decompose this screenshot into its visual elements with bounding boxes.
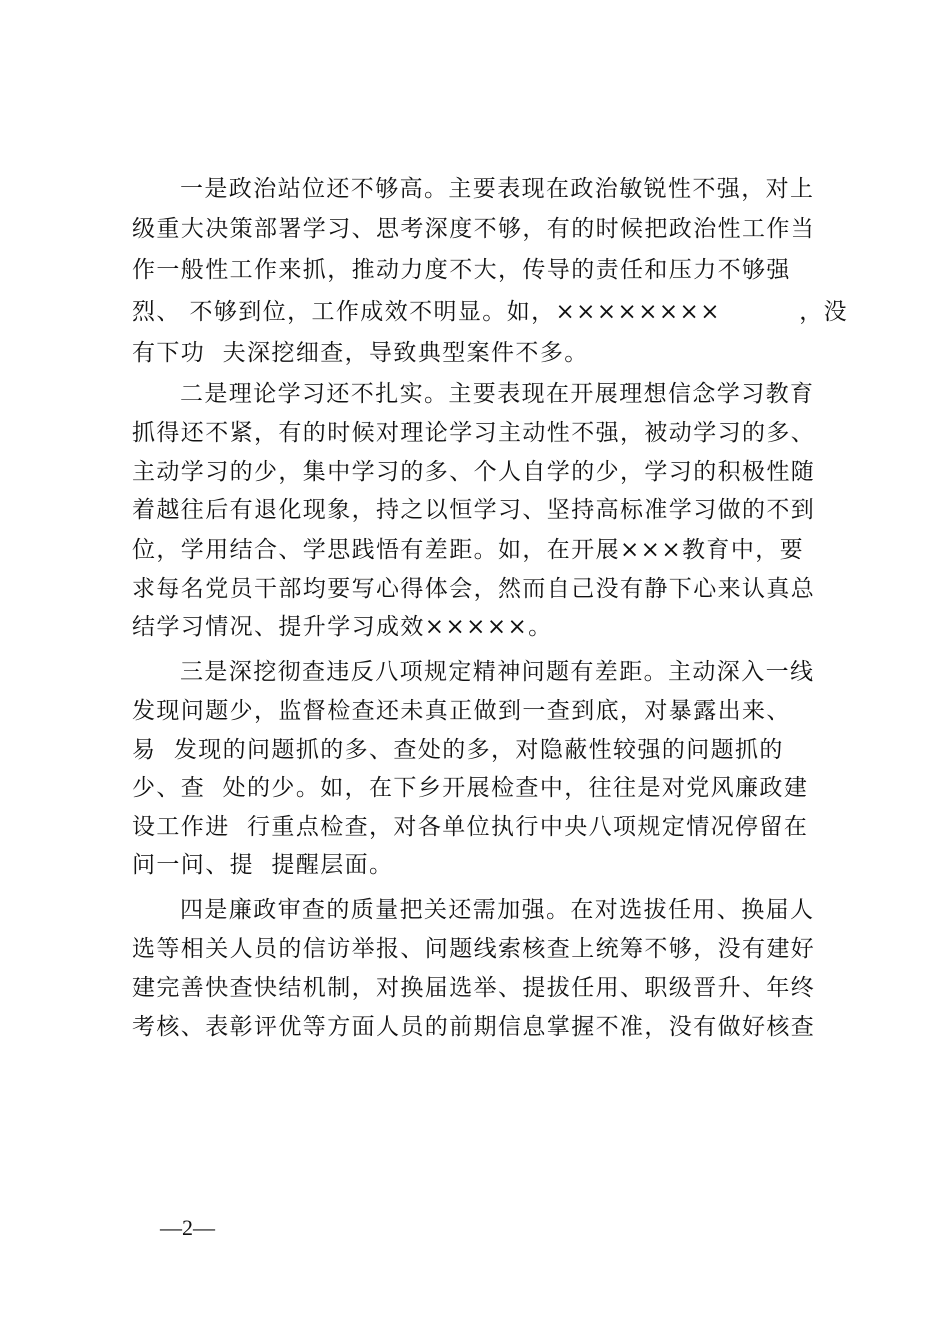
page-number: —2— bbox=[160, 1215, 215, 1240]
text-line: 少、查 处的少。如，在下乡开展检查中，往往是对党风廉政建 bbox=[132, 775, 809, 801]
text-line: 易 发现的问题抓的多、查处的多，对隐蔽性较强的问题抓的 bbox=[132, 737, 784, 763]
text-line: 烈、 不够到位，工作成效不明显。如，×××××××× ，没 bbox=[132, 299, 849, 325]
text-line: 着越往后有退化现象，持之以恒学习、坚持高标准学习做的不到 bbox=[132, 497, 816, 523]
text-line: 二是理论学习还不扎实。主要表现在开展理想信念学习教育 bbox=[180, 381, 815, 407]
text-line: 位，学用结合、学思践悟有差距。如，在开展×××教育中，要 bbox=[132, 537, 805, 563]
text-line: 设工作进 行重点检查，对各单位执行中央八项规定情况停留在 bbox=[132, 814, 809, 840]
text-line: 发现问题少，监督检查还未真正做到一查到底，对暴露出来、 bbox=[132, 698, 791, 724]
text-line: 建完善快查快结机制，对换届选举、提拔任用、职级晋升、年终 bbox=[132, 975, 816, 1001]
text-line: 考核、表彰评优等方面人员的前期信息掌握不准，没有做好核查 bbox=[132, 1014, 816, 1040]
text-line: 问一问、提 提醒层面。 bbox=[132, 852, 394, 878]
text-line: 级重大决策部署学习、思考深度不够，有的时候把政治性工作当 bbox=[132, 216, 816, 242]
text-line: 选等相关人员的信访举报、问题线索核查上统筹不够，没有建好 bbox=[132, 936, 816, 962]
text-line: 主动学习的少，集中学习的多、个人自学的少，学习的积极性随 bbox=[132, 459, 816, 485]
text-line: 有下功 夫深挖细查，导致典型案件不多。 bbox=[132, 340, 589, 366]
text-line: 作一般性工作来抓，推动力度不大，传导的责任和压力不够强 bbox=[132, 257, 791, 283]
text-line: 结学习情况、提升学习成效×××××。 bbox=[132, 614, 553, 640]
text-line: 四是廉政审查的质量把关还需加强。在对选拔任用、换届人 bbox=[180, 897, 815, 923]
text-line: 三是深挖彻查违反八项规定精神问题有差距。主动深入一线 bbox=[180, 659, 815, 685]
text-line: 一是政治站位还不够高。主要表现在政治敏锐性不强，对上 bbox=[180, 176, 815, 202]
text-line: 抓得还不紧，有的时候对理论学习主动性不强，被动学习的多、 bbox=[132, 420, 816, 446]
text-line: 求每名党员干部均要写心得体会，然而自己没有静下心来认真总 bbox=[132, 576, 816, 602]
